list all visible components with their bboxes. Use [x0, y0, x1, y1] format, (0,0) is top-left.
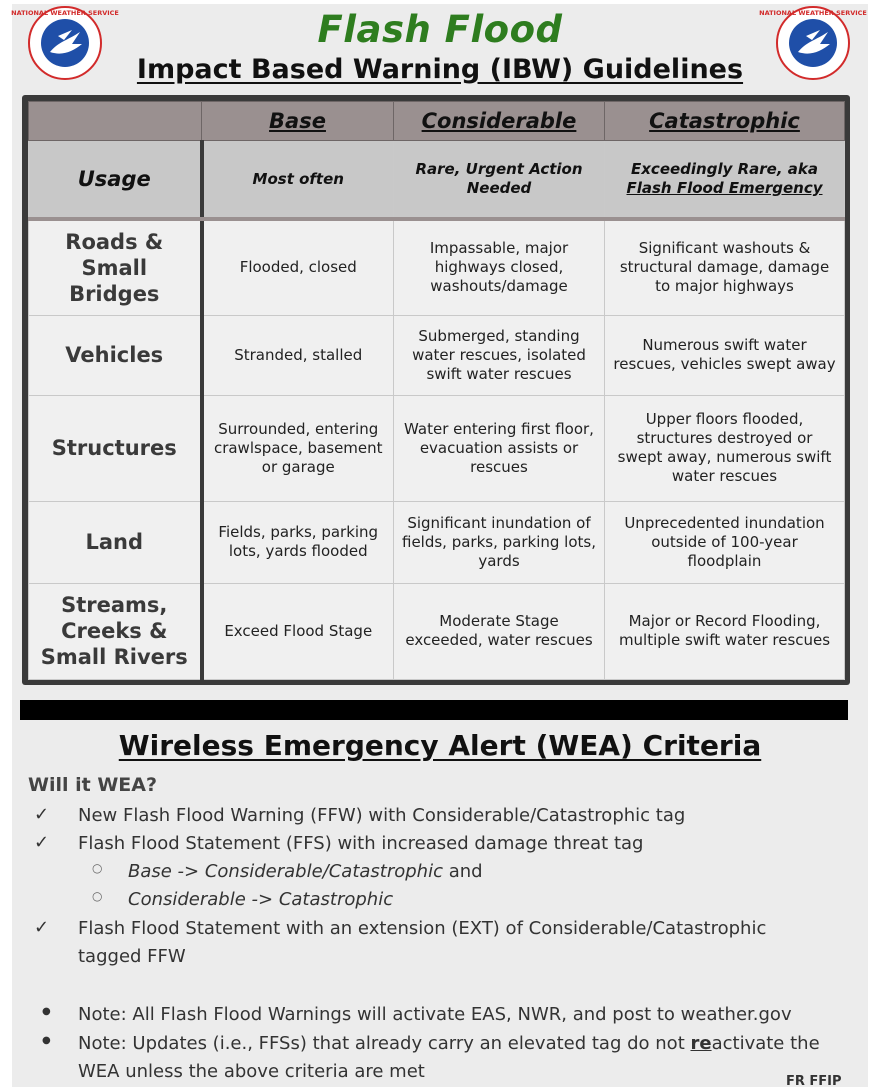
- cell-base: Stranded, stalled: [202, 315, 394, 395]
- cell-considerable: Impassable, major highways closed, washouts/damage: [394, 219, 605, 315]
- wea-sub-1-rest: and: [442, 861, 483, 882]
- table-header-row: [29, 102, 845, 141]
- circle-bullet-icon: ○: [92, 889, 103, 903]
- cell-catastrophic: Unprecedented inundation outside of 100-year floodplain: [605, 501, 845, 583]
- cell-considerable: Submerged, standing water rescues, isolated swift water rescues: [394, 315, 605, 395]
- wea-title: Wireless Emergency Alert (WEA) Criteria: [118, 729, 762, 762]
- row-label: Land: [29, 501, 202, 583]
- row-label: Vehicles: [29, 315, 202, 395]
- usage-considerable: Rare, Urgent Action Needed: [394, 141, 605, 220]
- cell-base: Fields, parks, parking lots, yards flooded: [202, 501, 394, 583]
- circle-bullet-icon: ○: [92, 861, 103, 875]
- cell-catastrophic: Significant washouts & structural damage, damage to major highways: [605, 219, 845, 315]
- row-label: Roads & Small Bridges: [29, 219, 202, 315]
- wea-check-1: New Flash Flood Warning (FFW) with Considerable/Catastrophic tag: [78, 805, 686, 826]
- row-label: Streams, Creeks & Small Rivers: [29, 583, 202, 679]
- bullet-icon: ●: [42, 1006, 51, 1017]
- usage-catastrophic-line1: Exceedingly Rare, aka: [631, 160, 818, 178]
- cell-considerable: Moderate Stage exceeded, water rescues: [394, 583, 605, 679]
- section-divider: [20, 700, 848, 720]
- logo-text: NATIONAL WEATHER SERVICE: [11, 9, 119, 17]
- header-base: Base: [202, 102, 394, 141]
- wea-sub-1-italic: Base -> Considerable/Catastrophic: [128, 861, 443, 882]
- row-label: Usage: [29, 141, 202, 220]
- table-row-usage: [29, 141, 845, 220]
- cell-catastrophic: Upper floors flooded, structures destroyed or swept away, numerous swift water rescues: [605, 395, 845, 501]
- table-row: [29, 219, 845, 315]
- check-icon: ✓: [34, 832, 50, 853]
- cell-considerable: Water entering first floor, evacuation assists or rescues: [394, 395, 605, 501]
- wea-question: Will it WEA?: [28, 774, 157, 796]
- wea-note-2-b: re: [690, 1033, 712, 1054]
- row-label: Structures: [29, 395, 202, 501]
- cell-base: Flooded, closed: [202, 219, 394, 315]
- check-icon: ✓: [34, 804, 50, 825]
- usage-catastrophic-line2: Flash Flood Emergency: [626, 179, 823, 197]
- cell-catastrophic: Major or Record Flooding, multiple swift water rescues: [605, 583, 845, 679]
- wea-check-3-line1: Flash Flood Statement with an extension (EXT) of Considerable/Catastrophic: [78, 918, 767, 939]
- ibw-table: [28, 101, 845, 680]
- page-title: Flash Flood: [317, 8, 563, 51]
- usage-catastrophic: [605, 141, 845, 220]
- cell-base: Surrounded, entering crawlspace, basement or garage: [202, 395, 394, 501]
- header-catastrophic: Catastrophic: [605, 102, 845, 141]
- table-row: [29, 395, 845, 501]
- wea-check-3-line2: tagged FFW: [78, 946, 186, 967]
- check-icon: ✓: [34, 917, 50, 938]
- header-considerable: Considerable: [394, 102, 605, 141]
- page-subtitle: Impact Based Warning (IBW) Guidelines: [136, 54, 744, 85]
- footer-label: FR FFIP: [786, 1074, 842, 1089]
- wea-check-2: Flash Flood Statement (FFS) with increased damage threat tag: [78, 833, 644, 854]
- wea-note-2-line2: WEA unless the above criteria are met: [78, 1061, 425, 1082]
- wea-note-1: Note: All Flash Flood Warnings will activate EAS, NWR, and post to weather.gov: [78, 1004, 792, 1025]
- bullet-icon: ●: [42, 1035, 51, 1046]
- wea-note-2-line1: [78, 1030, 820, 1058]
- wea-note-2-a: Note: Updates (i.e., FFSs) that already carry an elevated tag do not: [78, 1033, 691, 1054]
- cell-base: Exceed Flood Stage: [202, 583, 394, 679]
- ibw-table-frame: [22, 95, 850, 685]
- usage-base: Most often: [202, 141, 394, 220]
- table-row: [29, 583, 845, 679]
- logo-text: NATIONAL WEATHER SERVICE: [759, 9, 867, 17]
- cell-considerable: Significant inundation of fields, parks, parking lots, yards: [394, 501, 605, 583]
- table-row: [29, 315, 845, 395]
- wea-note-2-c: activate the: [711, 1033, 820, 1054]
- wea-sub-1: [128, 858, 483, 886]
- header-corner: [29, 102, 202, 141]
- wea-sub-2: Considerable -> Catastrophic: [128, 889, 394, 910]
- table-row: [29, 501, 845, 583]
- cell-catastrophic: Numerous swift water rescues, vehicles swept away: [605, 315, 845, 395]
